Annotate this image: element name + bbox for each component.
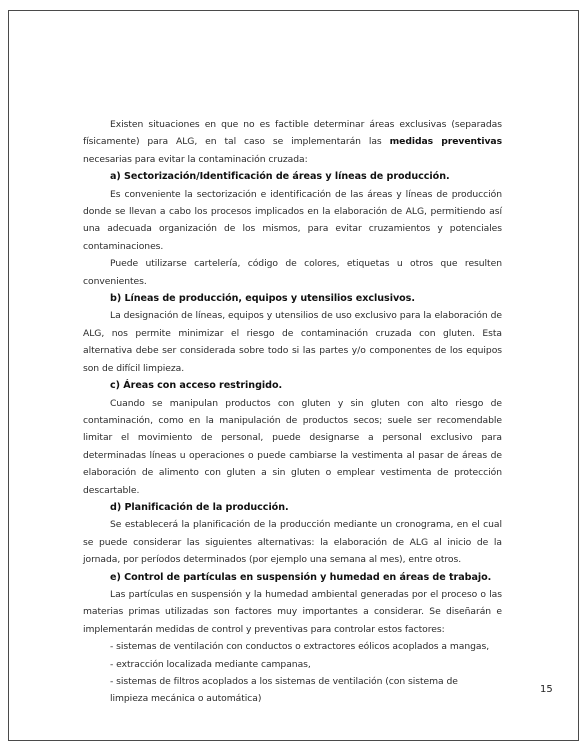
section-e-list bbox=[83, 638, 502, 708]
intro-text: Existen situaciones en que no es factible determinar áreas exclusivas (separadas físicamente) para ALG, en tal caso se implementarán las bbox=[83, 119, 502, 148]
list-item: - extracción localizada mediante campanas, bbox=[110, 658, 311, 670]
page-number: 15 bbox=[540, 684, 553, 695]
section-d-heading: d) Planificación de la producción. bbox=[110, 501, 289, 513]
section-d-paragraph-1: Se establecerá la planificación de la producción mediante un cronograma, en el cual se puede considerar las siguientes alternativas: la elaboración de ALG al inicio de la jornada, por períodos determinados (por ejemplo una semana al mes), entre otros. bbox=[83, 519, 502, 566]
section-a-paragraph-2: Puede utilizarse cartelería, código de colores, etiquetas u otros que resulten convenientes. bbox=[83, 258, 502, 287]
section-e-heading: e) Control de partículas en suspensión y humedad en áreas de trabajo. bbox=[110, 571, 492, 583]
section-c-heading: c) Áreas con acceso restringido. bbox=[110, 380, 283, 392]
list-item: - sistemas de ventilación con conductos o extractores eólicos acoplados a mangas, bbox=[110, 641, 490, 653]
intro-paragraph bbox=[83, 116, 502, 168]
document-body bbox=[83, 116, 502, 708]
list-item: limpieza mecánica o automática) bbox=[110, 693, 262, 705]
intro-text-end: necesarias para evitar la contaminación cruzada: bbox=[83, 153, 308, 165]
section-a-paragraph-1: Es conveniente la sectorización e identificación de las áreas y líneas de producción donde se llevan a cabo los procesos implicados en la elaboración de ALG, permitiendo así una adecuada organización de los mismos, para evitar cruzamientos y potenciales contaminaciones. bbox=[83, 188, 502, 252]
section-a-heading: a) Sectorización/Identificación de áreas y líneas de producción. bbox=[110, 171, 450, 183]
section-b-heading: b) Líneas de producción, equipos y utensilios exclusivos. bbox=[110, 293, 415, 305]
section-b-paragraph-1: La designación de líneas, equipos y utensilios de uso exclusivo para la elaboración de ALG, nos permite minimizar el riesgo de contaminación cruzada con gluten. Esta alternativa debe ser considerada sobre todo si las partes y/o componentes de los equipos son de difícil limpieza. bbox=[83, 310, 502, 374]
intro-bold-text: medidas preventivas bbox=[389, 136, 502, 148]
section-c-paragraph-1: Cuando se manipulan productos con gluten y sin gluten con alto riesgo de contaminación, como en la manipulación de productos secos; suele ser recomendable limitar el movimiento de personal, puede designarse a personal exclusivo para determinadas líneas u operaciones o puede cambiarse la vestimenta al pasar de áreas de elaboración de alimento con gluten a sin gluten o emplear vestimenta de protección descartable. bbox=[83, 397, 502, 496]
list-item: - sistemas de filtros acoplados a los sistemas de ventilación (con sistema de bbox=[110, 676, 458, 687]
section-e-paragraph-1: Las partículas en suspensión y la humedad ambiental generadas por el proceso o las materias primas utilizadas son factores muy importantes a considerar. Se diseñarán e implementarán medidas de control y preventivas para controlar estos factores: bbox=[83, 588, 502, 635]
